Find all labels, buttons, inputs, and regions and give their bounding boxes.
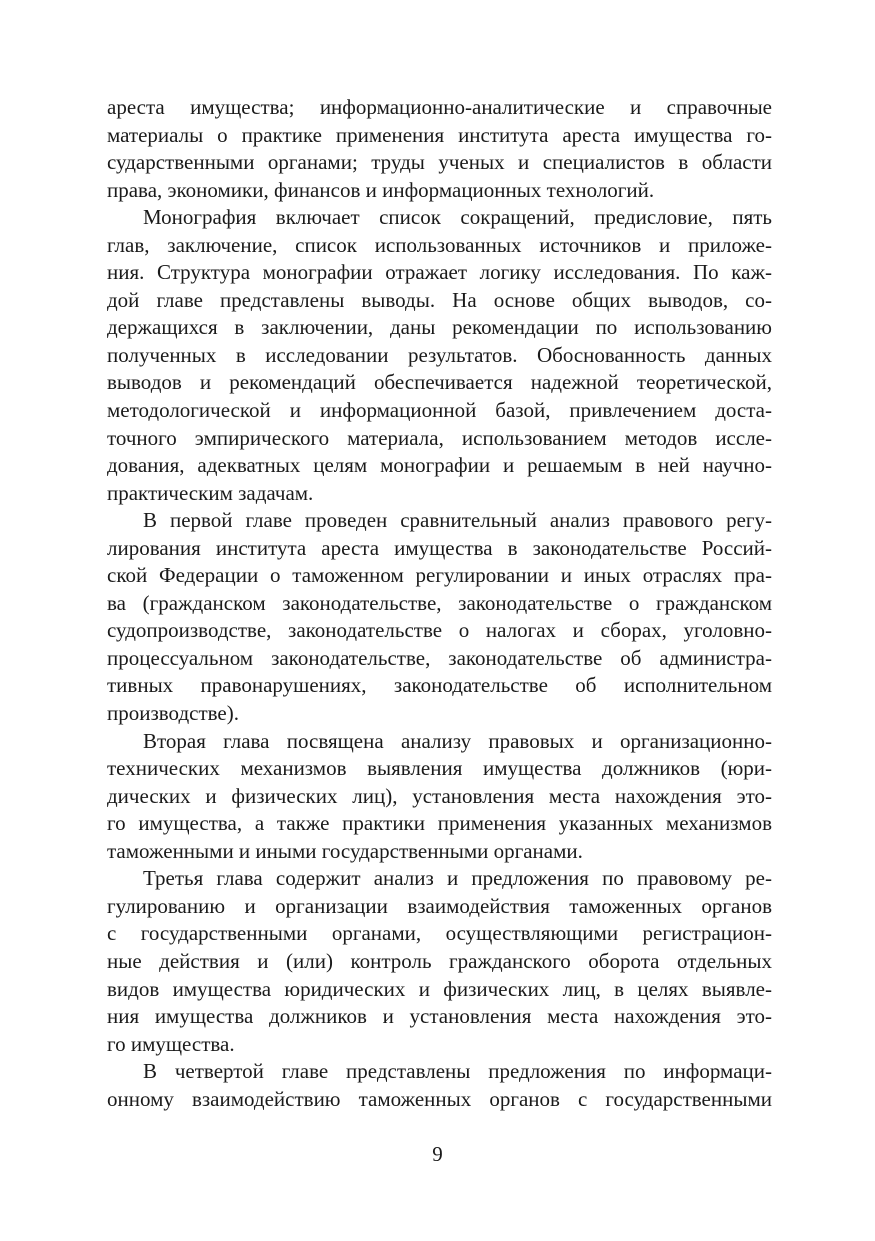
text-line: практическим задачам.	[107, 480, 314, 505]
text-line: ния имущества должников и установления места нахождения это-	[107, 1004, 772, 1029]
text-line: судопроизводстве, законодательстве о налогах и сборах, уголовно-	[107, 618, 772, 643]
text-line: таможенными и иными государственными органами.	[107, 838, 583, 863]
text-line: видов имущества юридических и физических лиц, в целях выявле-	[107, 976, 772, 1001]
text-line: материалы о практике применения института ареста имущества го-	[107, 122, 772, 147]
text-line: Вторая глава посвящена анализу правовых и организационно-	[143, 728, 772, 753]
text-line: производстве).	[107, 701, 239, 726]
text-line: Монография включает список сокращений, предисловие, пять	[143, 205, 772, 230]
text-line: с государственными органами, осуществляющими регистрацион-	[107, 921, 772, 946]
text-line: держащихся в заключении, даны рекомендации по использованию	[107, 315, 772, 340]
text-line: лирования института ареста имущества в законодательстве Россий-	[107, 535, 772, 560]
text-line: ния. Структура монографии отражает логику исследования. По каж-	[107, 260, 772, 285]
page-number: 9	[432, 1142, 443, 1166]
text-line: права, экономики, финансов и информационных технологий.	[107, 177, 655, 202]
text-line: дических и физических лиц), установления места нахождения это-	[107, 783, 772, 808]
text-line: тивных правонарушениях, законодательстве об исполнительном	[107, 673, 772, 698]
paragraph-5	[107, 865, 772, 1058]
text-line: дой главе представлены выводы. На основе общих выводов, со-	[107, 287, 772, 312]
text-line: Третья глава содержит анализ и предложения по правовому ре-	[143, 866, 772, 891]
body-text	[107, 94, 772, 1113]
text-line: гулированию и организации взаимодействия таможенных органов	[107, 893, 772, 918]
text-line: методологической и информационной базой, привлечением доста-	[107, 398, 772, 423]
text-line: ва (гражданском законодательстве, законодательстве о гражданском	[107, 590, 772, 615]
text-line: глав, заключение, список использованных источников и приложе-	[107, 232, 772, 257]
text-line: го имущества.	[107, 1031, 235, 1056]
text-line: онному взаимодействию таможенных органов с государственными	[107, 1086, 772, 1111]
text-line: точного эмпирического материала, использованием методов иссле-	[107, 425, 772, 450]
text-line: выводов и рекомендаций обеспечивается надежной теоретической,	[107, 370, 772, 395]
text-line: технических механизмов выявления имущества должников (юри-	[107, 756, 772, 781]
paragraph-4	[107, 728, 772, 866]
paragraph-3	[107, 507, 772, 727]
text-line: процессуальном законодательстве, законодательстве об администра-	[107, 645, 772, 670]
text-line: ареста имущества; информационно-аналитические и справочные	[107, 95, 772, 119]
text-line: сударственными органами; труды ученых и специалистов в области	[107, 150, 772, 175]
text-line: дования, адекватных целям монографии и решаемым в ней научно-	[107, 453, 772, 478]
paragraph-6	[107, 1058, 772, 1113]
text-line: В первой главе проведен сравнительный анализ правового регу-	[143, 508, 772, 533]
paragraph-1	[107, 94, 772, 204]
text-line: ской Федерации о таможенном регулировании и иных отраслях пра-	[107, 563, 772, 588]
text-line: го имущества, а также практики применения указанных механизмов	[107, 811, 772, 836]
text-line: полученных в исследовании результатов. Обоснованность данных	[107, 342, 772, 367]
paragraph-2	[107, 204, 772, 507]
text-line: ные действия и (или) контроль гражданского оборота отдельных	[107, 948, 772, 973]
text-line: В четвертой главе представлены предложения по информаци-	[143, 1059, 772, 1084]
